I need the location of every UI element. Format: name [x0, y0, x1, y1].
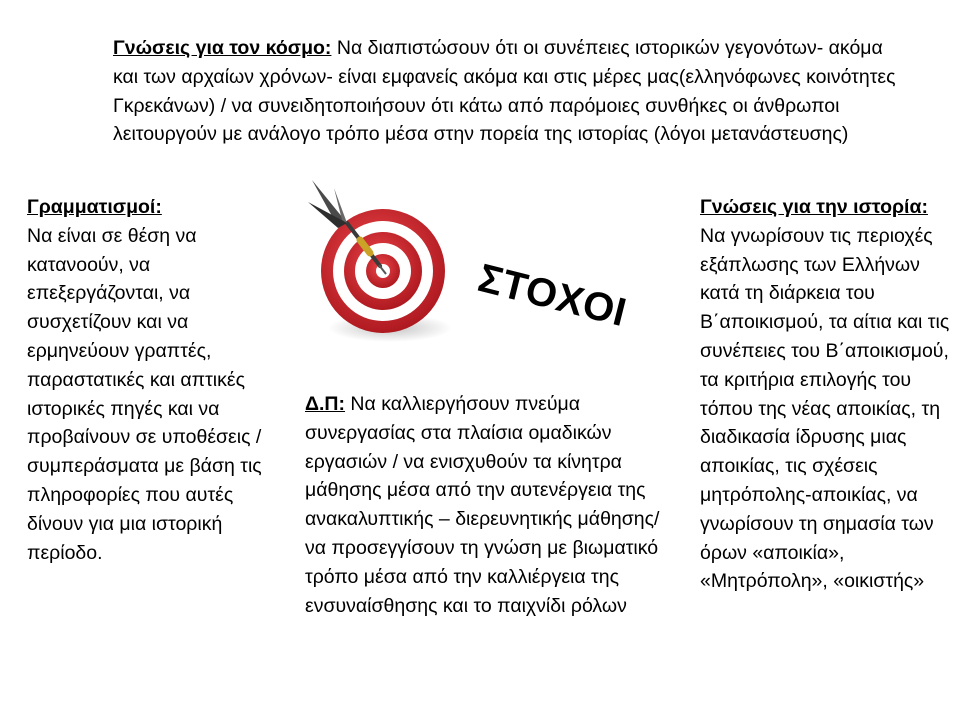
- cross-curricular-objective: [305, 390, 685, 620]
- cross-curricular-heading: Δ.Π:: [305, 393, 346, 415]
- history-knowledge-heading: Γνώσεις για την ιστορία:: [700, 196, 928, 218]
- world-knowledge-objective: [113, 34, 903, 149]
- dartboard-target-icon: [290, 178, 480, 353]
- literacy-objective: [27, 193, 292, 567]
- literacy-heading: Γραμματισμοί:: [27, 196, 162, 218]
- world-knowledge-heading: Γνώσεις για τον κόσμο:: [113, 37, 332, 59]
- cross-curricular-text: Να καλλιεργήσουν πνεύμα συνεργασίας στα πλαίσια ομαδικών εργασιών / να ενισχυθούν τα κίνητρα μάθησης μέσα από την αυτενέργεια της ανακαλυπτικής – διερευνητικής μάθησης/ να προσεγγίσουν τη γνώση με βιωματικό τρόπο μέσα από την καλλιέργεια της ενσυναίσθησης και το παιχνίδι ρόλων: [305, 393, 660, 617]
- history-knowledge-objective: [700, 193, 955, 596]
- history-knowledge-text: Να γνωρίσουν τις περιοχές εξάπλωσης των Ελλήνων κατά τη διάρκεια του Β΄αποικισμού, τα αίτια και τις συνέπειες του Β΄αποικισμού, τα κριτήρια επιλογής του τόπου της νέας αποικίας, τη διαδικασία ίδρυσης μιας αποικίας, τις σχέσεις μητρόπολης-αποικίας, να γνωρίσουν τη σημασία των όρων «αποικία», «Μητρόπολη», «οικιστής»: [700, 224, 950, 593]
- world-knowledge-text: Να διαπιστώσουν ότι οι συνέπειες ιστορικών γεγονότων- ακόμα και των αρχαίων χρόνων- είναι εμφανείς ακόμα και στις μέρες μας(ελληνόφωνες κοινότητες Γκρεκάνων) / να συνειδητοποιήσουν ότι κάτω από παρόμοιες συνθήκες οι άνθρωποι λειτουργούν με ανάλογο τρόπο μέσα στην πορεία της ιστορίας (λόγοι μετανάστευσης): [113, 37, 896, 146]
- literacy-text: Να είναι σε θέση να κατανοούν, να επεξεργάζονται, να συσχετίζουν και να ερμηνεύουν γραπτές, παραστατικές και απτικές ιστορικές πηγές και να προβαίνουν σε υποθέσεις /συμπεράσματα με βάση τις πληροφορίες που αυτές δίνουν για μια ιστορική περίοδο.: [27, 224, 262, 564]
- goals-title: ΣΤΟΧΟΙ: [473, 256, 631, 336]
